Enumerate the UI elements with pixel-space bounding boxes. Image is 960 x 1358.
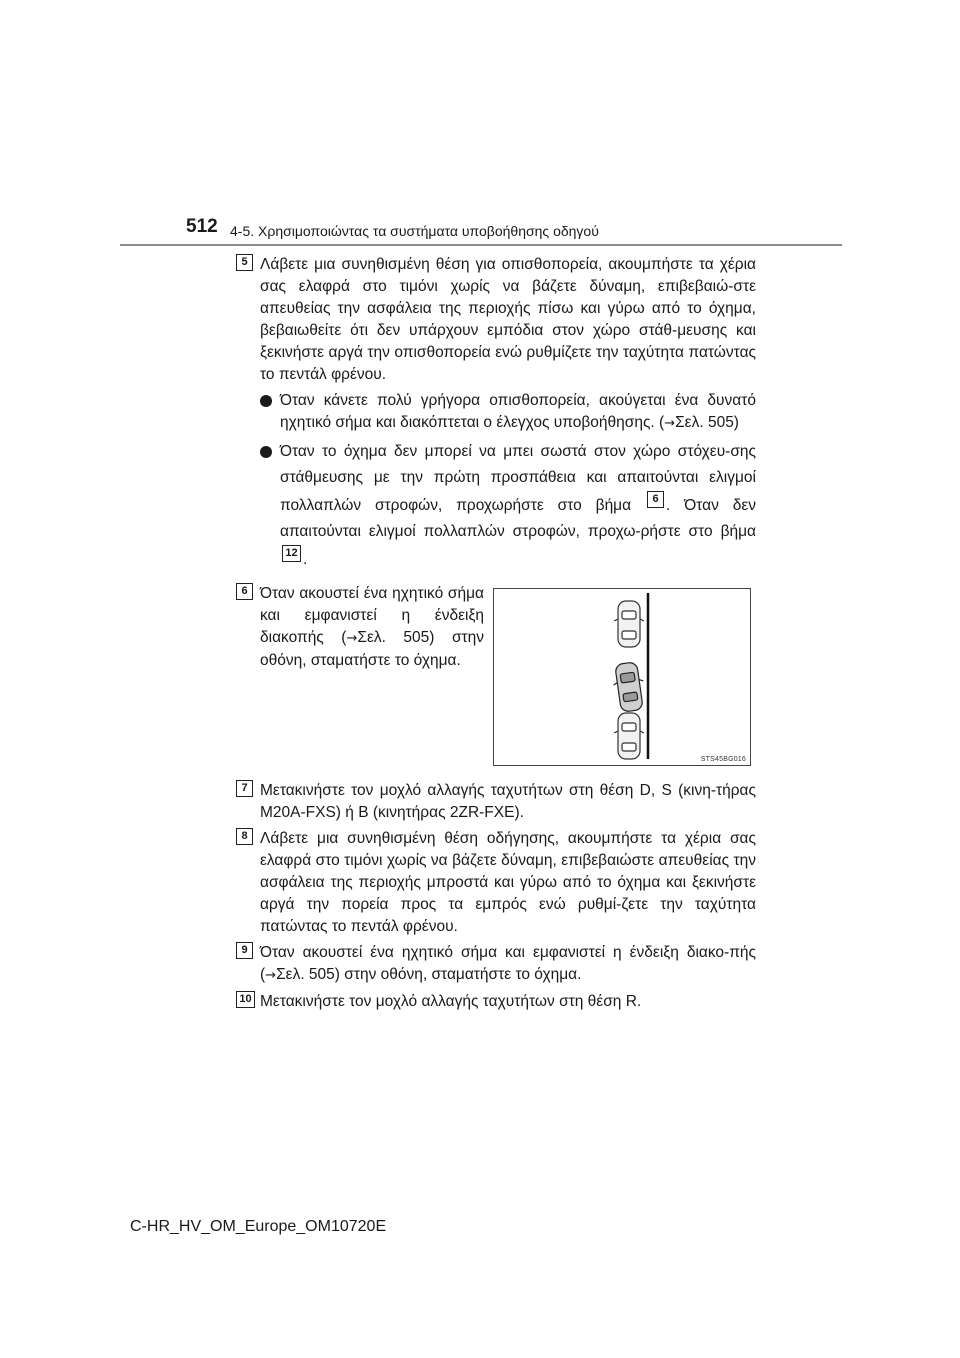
step-number-box: 5 (236, 254, 253, 271)
step-9 (236, 942, 756, 987)
bullet-item (260, 390, 756, 435)
bullet-dot-icon (260, 446, 272, 458)
step-5-text: Λάβετε μια συνηθισμένη θέση για οπισθοπορεία, ακουμπήστε τα χέρια σας ελαφρά στο τιμόνι χωρίς να βάζετε δύναμη, επιβεβαιώ-στε απευθείας την ασφάλεια της περιοχής πίσω και γύρω από το όχημα, βεβαιωθείτε ότι δεν υπάρχουν εμπόδια στον χώρο στάθ-μευσης και ξεκινήστε αργά την οπισθοπορεία ενώ ρυθμίζετε την ταχύτητα πατώντας το πεντάλ φρένου. (260, 256, 756, 383)
header-divider (120, 244, 842, 246)
step-6 (236, 583, 484, 672)
step-10-text: Μετακινήστε τον μοχλό αλλαγής ταχυτήτων στη θέση R. (260, 993, 642, 1010)
step-9-text-cont: Σελ. 505) στην οθόνη, σταματήστε το όχημα. (276, 966, 582, 983)
step-10 (236, 991, 756, 1013)
step-8 (236, 828, 756, 938)
arrow-right-icon: → (664, 416, 676, 431)
bullet-text: Όταν το όχημα δεν μπορεί να μπει σωστά στον χώρο στόχευ-σης στάθμευσης με την πρώτη προσπάθεια και απαιτούνται ελιγμοί πολλαπλών στροφών, προχωρήστε στο βήμα (280, 443, 756, 514)
step-7-text: Μετακινήστε τον μοχλό αλλαγής ταχυτήτων στη θέση D, S (κινη-τήρας M20A-FXS) ή B (κινητήρας 2ZR-FXE). (260, 782, 756, 821)
step-reference-box[interactable]: 12 (282, 545, 301, 562)
bullet-text: Όταν δεν απαιτούνται ελιγμοί πολλαπλών στροφών, προχω-ρήστε στο βήμα (280, 497, 757, 540)
step-6-text-cont: Σελ. 505) στην οθόνη, σταματήστε το όχημα. (260, 629, 484, 669)
bullet-dot-icon (260, 395, 272, 407)
page-reference[interactable]: Σελ. 505) (675, 414, 739, 431)
step-number-box: 7 (236, 780, 253, 797)
arrow-right-icon: → (346, 631, 358, 646)
arrow-right-icon: → (265, 968, 277, 983)
step-8-text: Λάβετε μια συνηθισμένη θέση οδήγησης, ακουμπήστε τα χέρια σας ελαφρά στο τιμόνι χωρίς να βάζετε δύναμη, επιβεβαιώστε απευθείας την ασφάλεια της περιοχής μπροστά και γύρω από το όχημα και ξεκινήστε αργά την πορεία προς τα εμπρός ενώ ρυθμί-ζετε την ταχύτητα πατώντας το πεντάλ φρένου. (260, 830, 756, 935)
document-id: C-HR_HV_OM_Europe_OM10720E (130, 1218, 387, 1235)
period: . (666, 497, 671, 514)
step-number-box: 10 (236, 991, 255, 1008)
step-7 (236, 780, 756, 824)
page-number: 512 (186, 216, 218, 237)
parking-illustration (493, 588, 751, 766)
car-maneuvering-icon (611, 661, 647, 713)
step-9-text: Όταν ακουστεί ένα ηχητικό σήμα και εμφανιστεί η ένδειξη διακο-πής ( (260, 944, 756, 983)
step-reference-box[interactable]: 6 (647, 491, 664, 508)
parking-diagram (494, 589, 750, 765)
car-top-icon (614, 601, 644, 647)
step-number-box: 8 (236, 828, 253, 845)
bullet-text: Όταν κάνετε πολύ γρήγορα οπισθοπορεία, ακούγεται ένα δυνατό ηχητικό σήμα και διακόπτεται ο έλεγχος υποβοήθησης. ( (280, 392, 756, 431)
section-title: 4-5. Χρησιμοποιώντας τα συστήματα υποβοήθησης οδηγού (230, 223, 599, 239)
step-number-box: 6 (236, 583, 253, 600)
step-number-box: 9 (236, 942, 253, 959)
figure-code: STS45BG016 (700, 756, 746, 763)
step-5 (236, 254, 756, 573)
car-bottom-icon (614, 713, 644, 759)
period: . (303, 551, 308, 568)
step-6-text: Όταν ακουστεί ένα ηχητικό σήμα και εμφανιστεί η ένδειξη διακοπής ( (260, 585, 484, 646)
bullet-item (260, 439, 756, 573)
